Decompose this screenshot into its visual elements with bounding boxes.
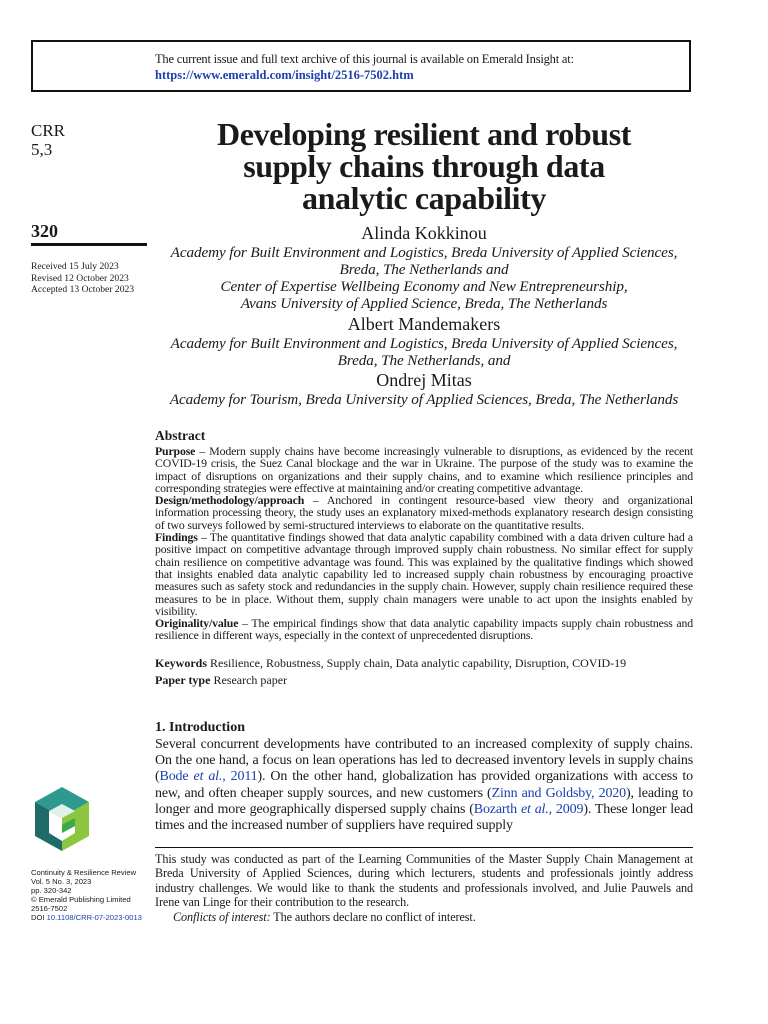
affiliation-line: Academy for Tourism, Breda University of Applied Sciences, Breda, The Netherlands <box>169 391 679 408</box>
paper-type-text: Research paper <box>210 673 288 687</box>
author-affiliation <box>155 391 693 408</box>
keywords-label: Keywords <box>155 656 207 670</box>
title-line-2: supply chains through data <box>243 148 605 184</box>
journal-pages: pp. 320-342 <box>31 886 72 895</box>
author-affiliation <box>155 244 693 312</box>
abstract-purpose <box>155 445 693 494</box>
introduction-body <box>155 737 693 834</box>
purpose-label: Purpose <box>155 444 196 458</box>
conflict-of-interest <box>155 910 693 924</box>
coi-label: Conflicts of interest: <box>173 909 271 924</box>
author-affiliation <box>155 335 693 369</box>
intro-text: Several concurrent developments have contributed to an increased complexity of supply chains. On the one hand, a focus on lean operations has led to decreased inventory levels in supply chains ( <box>155 737 693 785</box>
affiliation-line: Breda, The Netherlands, and <box>337 352 511 369</box>
cite-year: , 2009 <box>548 801 584 817</box>
page-number-rule <box>31 243 147 246</box>
abstract-originality <box>155 617 693 642</box>
paper-type <box>155 673 693 688</box>
originality-label: Originality/value <box>155 616 239 631</box>
cite-etal: et al. <box>193 769 223 785</box>
cite-author: Bode <box>159 769 194 785</box>
affiliation-line: Academy for Built Environment and Logistics, Breda University of Applied Sciences, <box>170 335 678 352</box>
cite-year: , 2011 <box>222 769 258 785</box>
page-number: 320 <box>31 221 58 241</box>
abstract-heading: Abstract <box>155 428 206 443</box>
doi-label: DOI <box>31 913 47 922</box>
cite-etal: et al. <box>520 801 549 817</box>
originality-text: – The empirical findings show that data analytic capability impacts supply chain robustness and resilience in different ways, especially in the context of unprecedented disruptions. <box>155 616 693 643</box>
footnote-rule <box>155 847 693 848</box>
journal-volume: Vol. 5 No. 3, 2023 <box>31 877 92 886</box>
abstract-design <box>155 494 693 531</box>
journal-citation <box>31 121 65 159</box>
journal-info <box>31 868 142 922</box>
keywords <box>155 656 693 671</box>
purpose-text: – Modern supply chains have become increasingly vulnerable to disruptions, as evidenced by the recent COVID-19 crisis, the Suez Canal blockage and the war in Ukraine. The purpose of the study was to examine the impact of disruptions on organizations and their supply chains, and to examine which resilience principles and corresponding strategies were effective at maintaining and/or creating competitive advantage. <box>155 444 693 495</box>
journal-name: Continuity & Resilience Review <box>31 868 137 877</box>
journal-url-link[interactable]: https://www.emerald.com/insight/2516-7502.htm <box>155 68 414 82</box>
submission-dates <box>31 261 134 296</box>
citation-link[interactable] <box>160 769 258 784</box>
journal-banner <box>31 40 691 92</box>
banner-text: The current issue and full text archive of this journal is available on Emerald Insight at: <box>155 52 574 66</box>
coi-text: The authors declare no conflict of interest. <box>270 909 476 924</box>
journal-abbrev: CRR <box>31 121 66 140</box>
section-heading: 1. Introduction <box>155 720 245 735</box>
paper-title <box>155 118 693 214</box>
keywords-text: Resilience, Robustness, Supply chain, Data analytic capability, Disruption, COVID-19 <box>207 656 627 670</box>
affiliation-line: Avans University of Applied Science, Breda, The Netherlands <box>240 295 608 312</box>
introduction-paragraph <box>155 737 693 834</box>
intro-text: ), leading to longer and more geographically dispersed supply chains ( <box>155 785 693 817</box>
author-name: Albert Mandemakers <box>347 314 501 334</box>
revised-date: Revised 12 October 2023 <box>31 272 129 284</box>
design-label: Design/methodology/approach <box>155 493 305 508</box>
citation-link[interactable]: Zinn and Goldsby, 2020 <box>491 785 626 801</box>
cite-author: Bozarth <box>473 801 521 817</box>
title-line-3: analytic capability <box>302 180 546 216</box>
acknowledgement: This study was conducted as part of the Learning Communities of the Master Supply Chain Management at Breda University of Applied Sciences, during which lecturers, students and professionals jointly address industry challenges. We would like to thank the students and professionals involved, and Julie Pauwels and Irene van Linge for their contribution to the research. <box>155 852 693 910</box>
accepted-date: Accepted 13 October 2023 <box>31 284 135 295</box>
author-name: Alinda Kokkinou <box>361 223 487 243</box>
author-name: Ondrej Mitas <box>376 370 472 390</box>
findings-text: – The quantitative findings showed that data analytic capability combined with a data driven culture had a positive impact on competitive advantage through improved supply chain robustness. No similar effect for supply chain resilience on competitive advantage was found. This was explained by the qualitative findings which showed that insights enabled data analytic capability led to increased supply chain robustness by encouraging proactive measures such as safety stock and redundancies in the supply chain. However, supply chain resilience required these measures to be in place. Without them, supply chain managers were unable to act upon the insights enabled by visibility. <box>155 530 693 618</box>
intro-text: ). On the other hand, globalization has provided organizations with access to new, and often cheaper supply sources, and new customers ( <box>155 769 693 801</box>
emerald-logo-icon <box>31 785 93 855</box>
intro-text: ). These longer lead times and the increased number of suppliers have required supply <box>155 801 693 834</box>
abstract-body <box>155 445 693 642</box>
abstract-findings <box>155 531 693 617</box>
doi-link[interactable]: 10.1108/CRR-07-2023-0013 <box>46 913 142 922</box>
affiliation-line: Center of Expertise Wellbeing Economy and New Entrepreneurship, <box>220 278 628 295</box>
design-text: – Anchored in contingent resource-based view theory and organizational information processing theory, the study uses an explanatory mixed-methods explanatory research design consisting of two surveys followed by semi-structured interviews to elaborate on the quantitative results. <box>155 493 693 532</box>
affiliation-line: Breda, The Netherlands and <box>339 261 509 278</box>
paper-type-label: Paper type <box>155 673 211 687</box>
volume-issue: 5,3 <box>31 140 53 159</box>
citation-link[interactable] <box>474 802 584 817</box>
footnote <box>155 852 693 924</box>
received-date: Received 15 July 2023 <box>31 261 119 272</box>
affiliation-line: Academy for Built Environment and Logistics, Breda University of Applied Sciences, <box>170 244 678 261</box>
issn: 2516-7502 <box>31 904 68 913</box>
findings-label: Findings <box>155 530 198 545</box>
doi-line <box>31 913 142 922</box>
publisher: © Emerald Publishing Limited <box>31 895 131 904</box>
title-line-1: Developing resilient and robust <box>216 116 632 152</box>
